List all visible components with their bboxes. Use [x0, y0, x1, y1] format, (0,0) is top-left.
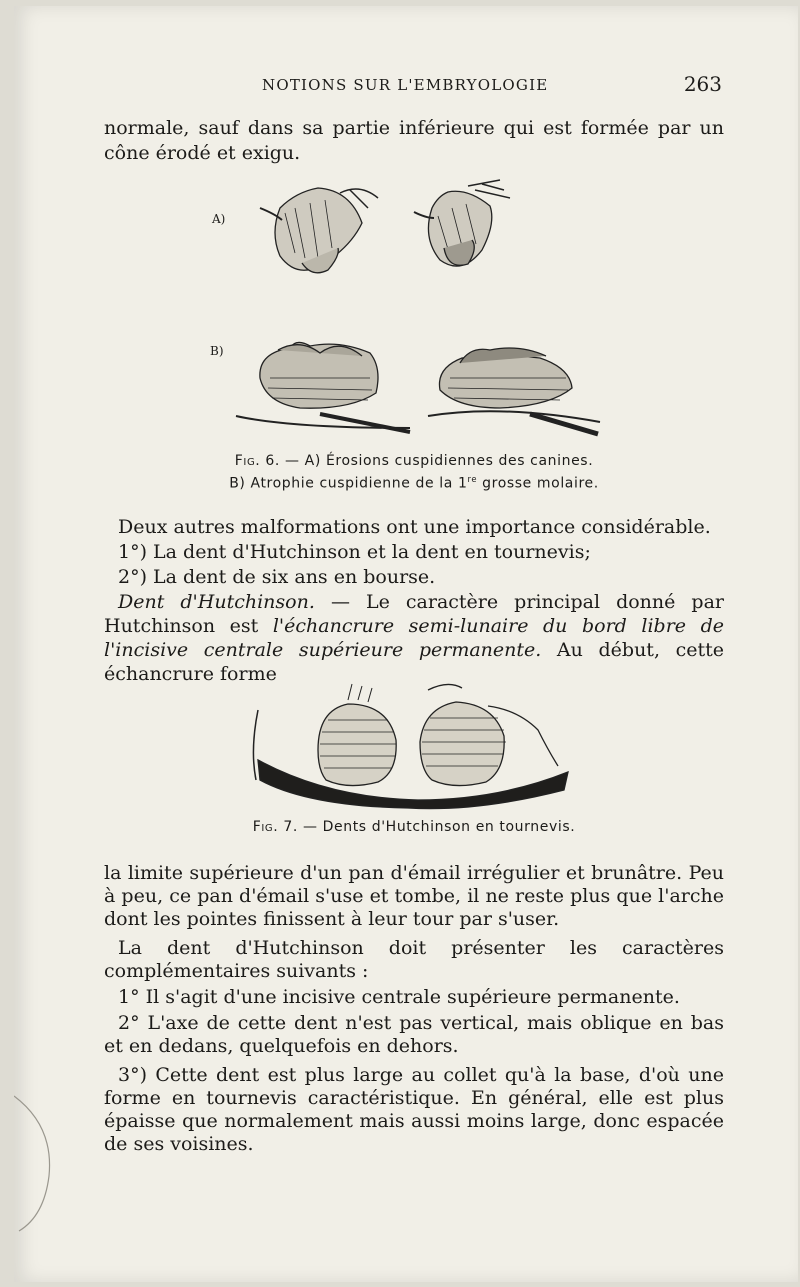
hutchinson-paragraph: [104, 590, 724, 686]
figure-7-left-incisor: [318, 704, 396, 786]
figure-6-label-b: B): [210, 344, 224, 358]
page-edge-curve: [14, 1086, 74, 1236]
canine-left-drawing: [260, 188, 378, 273]
molar-right-drawing: [428, 348, 600, 434]
malformations-item-1: 1°) La dent d'Hutchinson et la dent en tournevis;: [118, 541, 591, 563]
page-header: [262, 72, 722, 100]
figure-7-caption-text: — Dents d'Hutchinson en tournevis.: [303, 819, 576, 835]
malformations-item-2: 2°) La dent de six ans en bourse.: [118, 566, 436, 588]
hutchinson-title: Dent d'Hutchinson.: [118, 591, 315, 613]
page-number: 263: [683, 72, 722, 96]
figure-6-caption-line-2: [104, 470, 724, 493]
hutchinson-text-2: Au début, cette échancrure forme: [104, 639, 724, 685]
figure-6-caption: [104, 452, 724, 493]
figure-6-caption-text-c: grosse molaire.: [477, 475, 599, 492]
figure-7-right-incisor: [420, 702, 504, 786]
hutchinson-text-1: — Le caractère principal donné par Hutchinson est: [104, 591, 725, 637]
figure-6-caption-sup: re: [467, 474, 478, 484]
characters-item-1: 1° Il s'agit d'une incisive centrale supérieure permanente.: [118, 986, 680, 1008]
figure-6: [200, 178, 620, 440]
molar-left-drawing: [236, 342, 410, 432]
intro-paragraph: normale, sauf dans sa partie inférieure qui est formée par un cône érodé et exigu.: [104, 117, 724, 164]
characters-item-3: 3°) Cette dent est plus large au collet qu'à la base, d'où une forme en tournevis caractéristique. En général, elle est plus épaisse que normalement mais aussi moins large, donc espacée de ses voisines.: [104, 1064, 724, 1155]
figure-6-number: Fig. 6.: [234, 453, 280, 469]
figure-7-drawing: [248, 680, 578, 816]
running-title: NOTIONS SUR L'EMBRYOLOGIE: [262, 76, 549, 94]
figure-6-caption-text-a: — A) Érosions cuspidiennes des canines.: [285, 453, 594, 469]
figure-7-caption: [104, 818, 724, 836]
characters-item-2: 2° L'axe de cette dent n'est pas vertical, mais oblique en bas et en dedans, quelquefois en dehors.: [104, 1012, 724, 1057]
figure-7-gum: [258, 760, 568, 809]
figure-6-drawing: [200, 178, 620, 440]
hutchinson-italic: l'échancrure semi-lunaire du bord libre de l'incisive centrale supérieure permanente.: [104, 615, 724, 661]
malformations-intro: Deux autres malformations ont une importance considérable.: [118, 516, 711, 538]
characters-intro: La dent d'Hutchinson doit présenter les caractères complémentaires suivants :: [104, 937, 724, 982]
continuation-paragraph: la limite supérieure d'un pan d'émail irrégulier et brunâtre. Peu à peu, ce pan d'émail s'use et tombe, il ne reste plus que l'arche dont les pointes finissent à leur tour par s'user.: [104, 862, 724, 930]
figure-7-number: Fig. 7.: [252, 819, 298, 835]
figure-6-caption-line-1: [104, 452, 724, 470]
canine-right-drawing: [414, 180, 510, 266]
figure-6-caption-text-b: B) Atrophie cuspidienne de la 1: [229, 475, 468, 492]
figure-6-label-a: A): [212, 212, 226, 226]
figure-7-gum-line: [253, 710, 258, 780]
